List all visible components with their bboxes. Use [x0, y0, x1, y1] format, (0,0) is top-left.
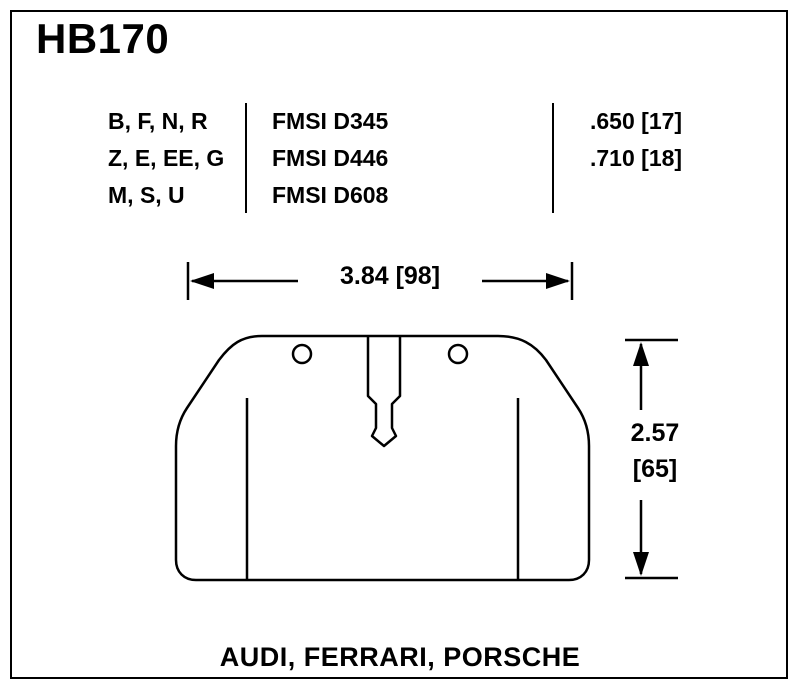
- height-dimension-label: [600, 415, 710, 487]
- compound-codes-row: M, S, U: [108, 182, 185, 208]
- fmsi-number-row: FMSI D446: [272, 145, 389, 171]
- height-dimension-value-mm: [65]: [632, 455, 678, 483]
- compound-codes-row: B, F, N, R: [108, 108, 208, 134]
- width-dimension-label: 3.84 [98]: [339, 262, 441, 290]
- thickness-row: .650 [17]: [590, 108, 683, 134]
- width-arrow-right: [546, 273, 570, 289]
- page-title: HB170: [36, 15, 170, 62]
- compound-codes-row: Z, E, EE, G: [108, 145, 225, 171]
- height-arrow-bottom: [633, 552, 649, 576]
- vehicle-applications: AUDI, FERRARI, PORSCHE: [219, 642, 581, 672]
- fmsi-number-row: FMSI D608: [272, 182, 389, 208]
- brake-pad-outline: [176, 336, 589, 580]
- width-arrow-left: [190, 273, 214, 289]
- height-arrow-top: [633, 342, 649, 366]
- thickness-row: .710 [18]: [590, 145, 683, 171]
- fmsi-number-row: FMSI D345: [272, 108, 389, 134]
- height-dimension-value-inches: 2.57: [630, 419, 680, 447]
